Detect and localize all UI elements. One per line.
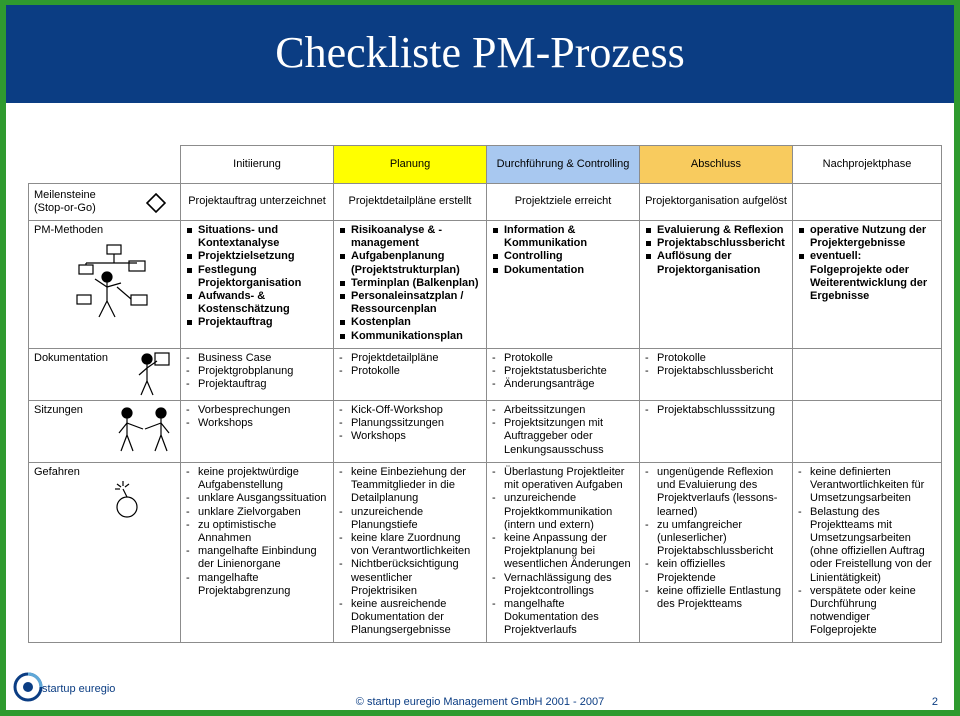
corner-cell — [29, 146, 181, 184]
milestone-cell: Projektdetailpläne erstellt — [334, 184, 487, 221]
list-item: - unzureichende Planungstiefe — [339, 506, 481, 532]
logo-text: startup euregio — [42, 683, 116, 695]
list-item: operative Nutzung der Projektergebnisse — [798, 224, 936, 250]
list-item: - Vorbesprechungen — [186, 404, 328, 417]
list-item: - Projektabschlusssitzung — [645, 404, 787, 417]
checklist-table — [28, 145, 942, 643]
list-item: Situations- und Kontextanalyse — [186, 224, 328, 250]
list-item: Terminplan (Balkenplan) — [339, 277, 481, 290]
document-figure-icon — [133, 351, 177, 397]
list-item: - Projektgrobplanung — [186, 365, 328, 378]
phase-planung: Planung — [334, 146, 487, 184]
row-label-text: Dokumentation — [34, 352, 108, 364]
phase-header-row — [29, 146, 942, 184]
doku-cell — [793, 349, 942, 401]
milestone-cell — [793, 184, 942, 221]
list-item: - Vernachlässigung des Projektcontrollings — [492, 572, 634, 598]
list-item: - keine klare Zuordnung von Verantwortlichkeiten — [339, 532, 481, 558]
sitzungen-cell — [334, 401, 487, 463]
list-item: - Protokolle — [339, 365, 481, 378]
row-label-text: Meilensteine — [34, 188, 96, 201]
row-label-text: PM-Methoden — [34, 224, 104, 236]
list-item: - Projektsitzungen mit Auftraggeber oder Lenkungsausschuss — [492, 417, 634, 457]
list-item: Controlling — [492, 250, 634, 263]
list-item: - keine offizielle Entlastung des Projektteams — [645, 585, 787, 611]
list-item: - mangelhafte Projektabgrenzung — [186, 572, 328, 598]
list-item: - mangelhafte Dokumentation des Projektverlaufs — [492, 598, 634, 638]
list-item: - ungenügende Reflexion und Evaluierung des Projektverlaufs (lessons-learned) — [645, 466, 787, 519]
list-item: - zu optimistische Annahmen — [186, 519, 328, 545]
list-item: Projektabschlussbericht — [645, 237, 787, 250]
list-item: - Kick-Off-Workshop — [339, 404, 481, 417]
row-sublabel-text: (Stop-or-Go) — [34, 202, 96, 214]
list-item: - Änderungsanträge — [492, 378, 634, 391]
list-item: - Überlastung Projektleiter mit operativen Aufgaben — [492, 466, 634, 492]
list-item: Personaleinsatzplan / Ressourcenplan — [339, 290, 481, 316]
list-item: - mangelhafte Einbindung der Linienorgane — [186, 545, 328, 571]
gefahren-cell — [640, 463, 793, 643]
doku-cell — [334, 349, 487, 401]
sitzungen-cell — [181, 401, 334, 463]
list-item: - Projektstatusberichte — [492, 365, 634, 378]
slide — [6, 5, 954, 710]
milestone-diamond-icon — [146, 193, 166, 213]
phase-durchfuehrung: Durchführung & Controlling — [487, 146, 640, 184]
row-label-sitzungen — [29, 401, 181, 463]
list-item: Kommunikationsplan — [339, 330, 481, 343]
list-item: - keine ausreichende Dokumentation der Planungsergebnisse — [339, 598, 481, 638]
sitzungen-cell — [487, 401, 640, 463]
gefahren-cell — [181, 463, 334, 643]
doku-cell — [181, 349, 334, 401]
list-item: eventuell: Folgeprojekte oder Weiterentwicklung der Ergebnisse — [798, 250, 936, 303]
phase-initiierung: Initiierung — [181, 146, 334, 184]
doku-cell — [487, 349, 640, 401]
row-pm-methoden — [29, 221, 942, 349]
row-label-gefahren — [29, 463, 181, 643]
doku-cell — [640, 349, 793, 401]
methoden-cell — [181, 221, 334, 349]
methoden-cell — [640, 221, 793, 349]
list-item: - unklare Zielvorgaben — [186, 506, 328, 519]
list-item: Dokumentation — [492, 264, 634, 277]
list-item: - keine definierten Verantwortlichkeiten für Umsetzungsarbeiten — [798, 466, 936, 506]
list-item: Festlegung Projektorganisation — [186, 264, 328, 290]
row-label-methoden — [29, 221, 181, 349]
methoden-cell — [334, 221, 487, 349]
row-sitzungen — [29, 401, 942, 463]
gefahren-cell — [487, 463, 640, 643]
title-banner — [6, 5, 954, 103]
list-item: - keine projektwürdige Aufgabenstellung — [186, 466, 328, 492]
list-item: - Protokolle — [492, 352, 634, 365]
footer-copyright: © startup euregio Management GmbH 2001 - 2007 — [355, 696, 605, 708]
list-item: Aufwands- & Kostenschätzung — [186, 290, 328, 316]
gefahren-cell — [334, 463, 487, 643]
list-item: - keine Einbeziehung der Teammitglieder in die Detailplanung — [339, 466, 481, 506]
list-item: - verspätete oder keine Durchführung notwendiger Folgeprojekte — [798, 585, 936, 638]
sitzungen-cell — [640, 401, 793, 463]
list-item: - zu umfangreicher (unleserlicher) Projektabschlussbericht — [645, 519, 787, 559]
page-number: 2 — [931, 696, 938, 708]
planning-figure-icon — [73, 243, 163, 325]
list-item: - unklare Ausgangssituation — [186, 492, 328, 505]
list-item: - keine Anpassung der Projektplanung bei wesentlichen Änderungen — [492, 532, 634, 572]
row-label-text: Sitzungen — [34, 404, 83, 416]
list-item: - Business Case — [186, 352, 328, 365]
list-item: - Projektabschlussbericht — [645, 365, 787, 378]
phase-nachprojektphase: Nachprojektphase — [793, 146, 942, 184]
list-item: Kostenplan — [339, 316, 481, 329]
list-item: Evaluierung & Reflexion — [645, 224, 787, 237]
list-item: - Arbeitssitzungen — [492, 404, 634, 417]
meeting-figures-icon — [113, 405, 177, 453]
methoden-cell — [487, 221, 640, 349]
list-item: - Projektauftrag — [186, 378, 328, 391]
list-item: Auflösung der Projektorganisation — [645, 250, 787, 276]
bomb-icon — [109, 479, 145, 519]
list-item: Information & Kommunikation — [492, 224, 634, 250]
list-item: - Workshops — [186, 417, 328, 430]
phase-abschluss: Abschluss — [640, 146, 793, 184]
milestone-cell: Projektorganisation aufgelöst — [640, 184, 793, 221]
list-item: Risikoanalyse & -management — [339, 224, 481, 250]
milestone-cell: Projektauftrag unterzeichnet — [181, 184, 334, 221]
list-item: - Planungssitzungen — [339, 417, 481, 430]
list-item: Projektzielsetzung — [186, 250, 328, 263]
list-item: - Projektdetailpläne — [339, 352, 481, 365]
methoden-cell — [793, 221, 942, 349]
list-item: - Belastung des Projektteams mit Umsetzungsarbeiten (ohne offiziellen Auftrag oder Freistellung von der Linientätigkeit) — [798, 506, 936, 585]
list-item: - Protokolle — [645, 352, 787, 365]
list-item: Aufgabenplanung (Projektstrukturplan) — [339, 250, 481, 276]
row-label-text: Gefahren — [34, 466, 80, 478]
row-gefahren — [29, 463, 942, 643]
milestone-cell: Projektziele erreicht — [487, 184, 640, 221]
list-item: - Nichtberücksichtigung wesentlicher Projektrisiken — [339, 558, 481, 598]
page-title: Checkliste PM-Prozess — [275, 28, 685, 77]
row-label-dokumentation — [29, 349, 181, 401]
list-item: Projektauftrag — [186, 316, 328, 329]
row-meilensteine — [29, 184, 942, 221]
row-label-meilensteine — [29, 184, 181, 221]
row-dokumentation — [29, 349, 942, 401]
gefahren-cell — [793, 463, 942, 643]
list-item: - Workshops — [339, 430, 481, 443]
list-item: - kein offizielles Projektende — [645, 558, 787, 584]
list-item: - unzureichende Projektkommunikation (intern und extern) — [492, 492, 634, 532]
sitzungen-cell — [793, 401, 942, 463]
